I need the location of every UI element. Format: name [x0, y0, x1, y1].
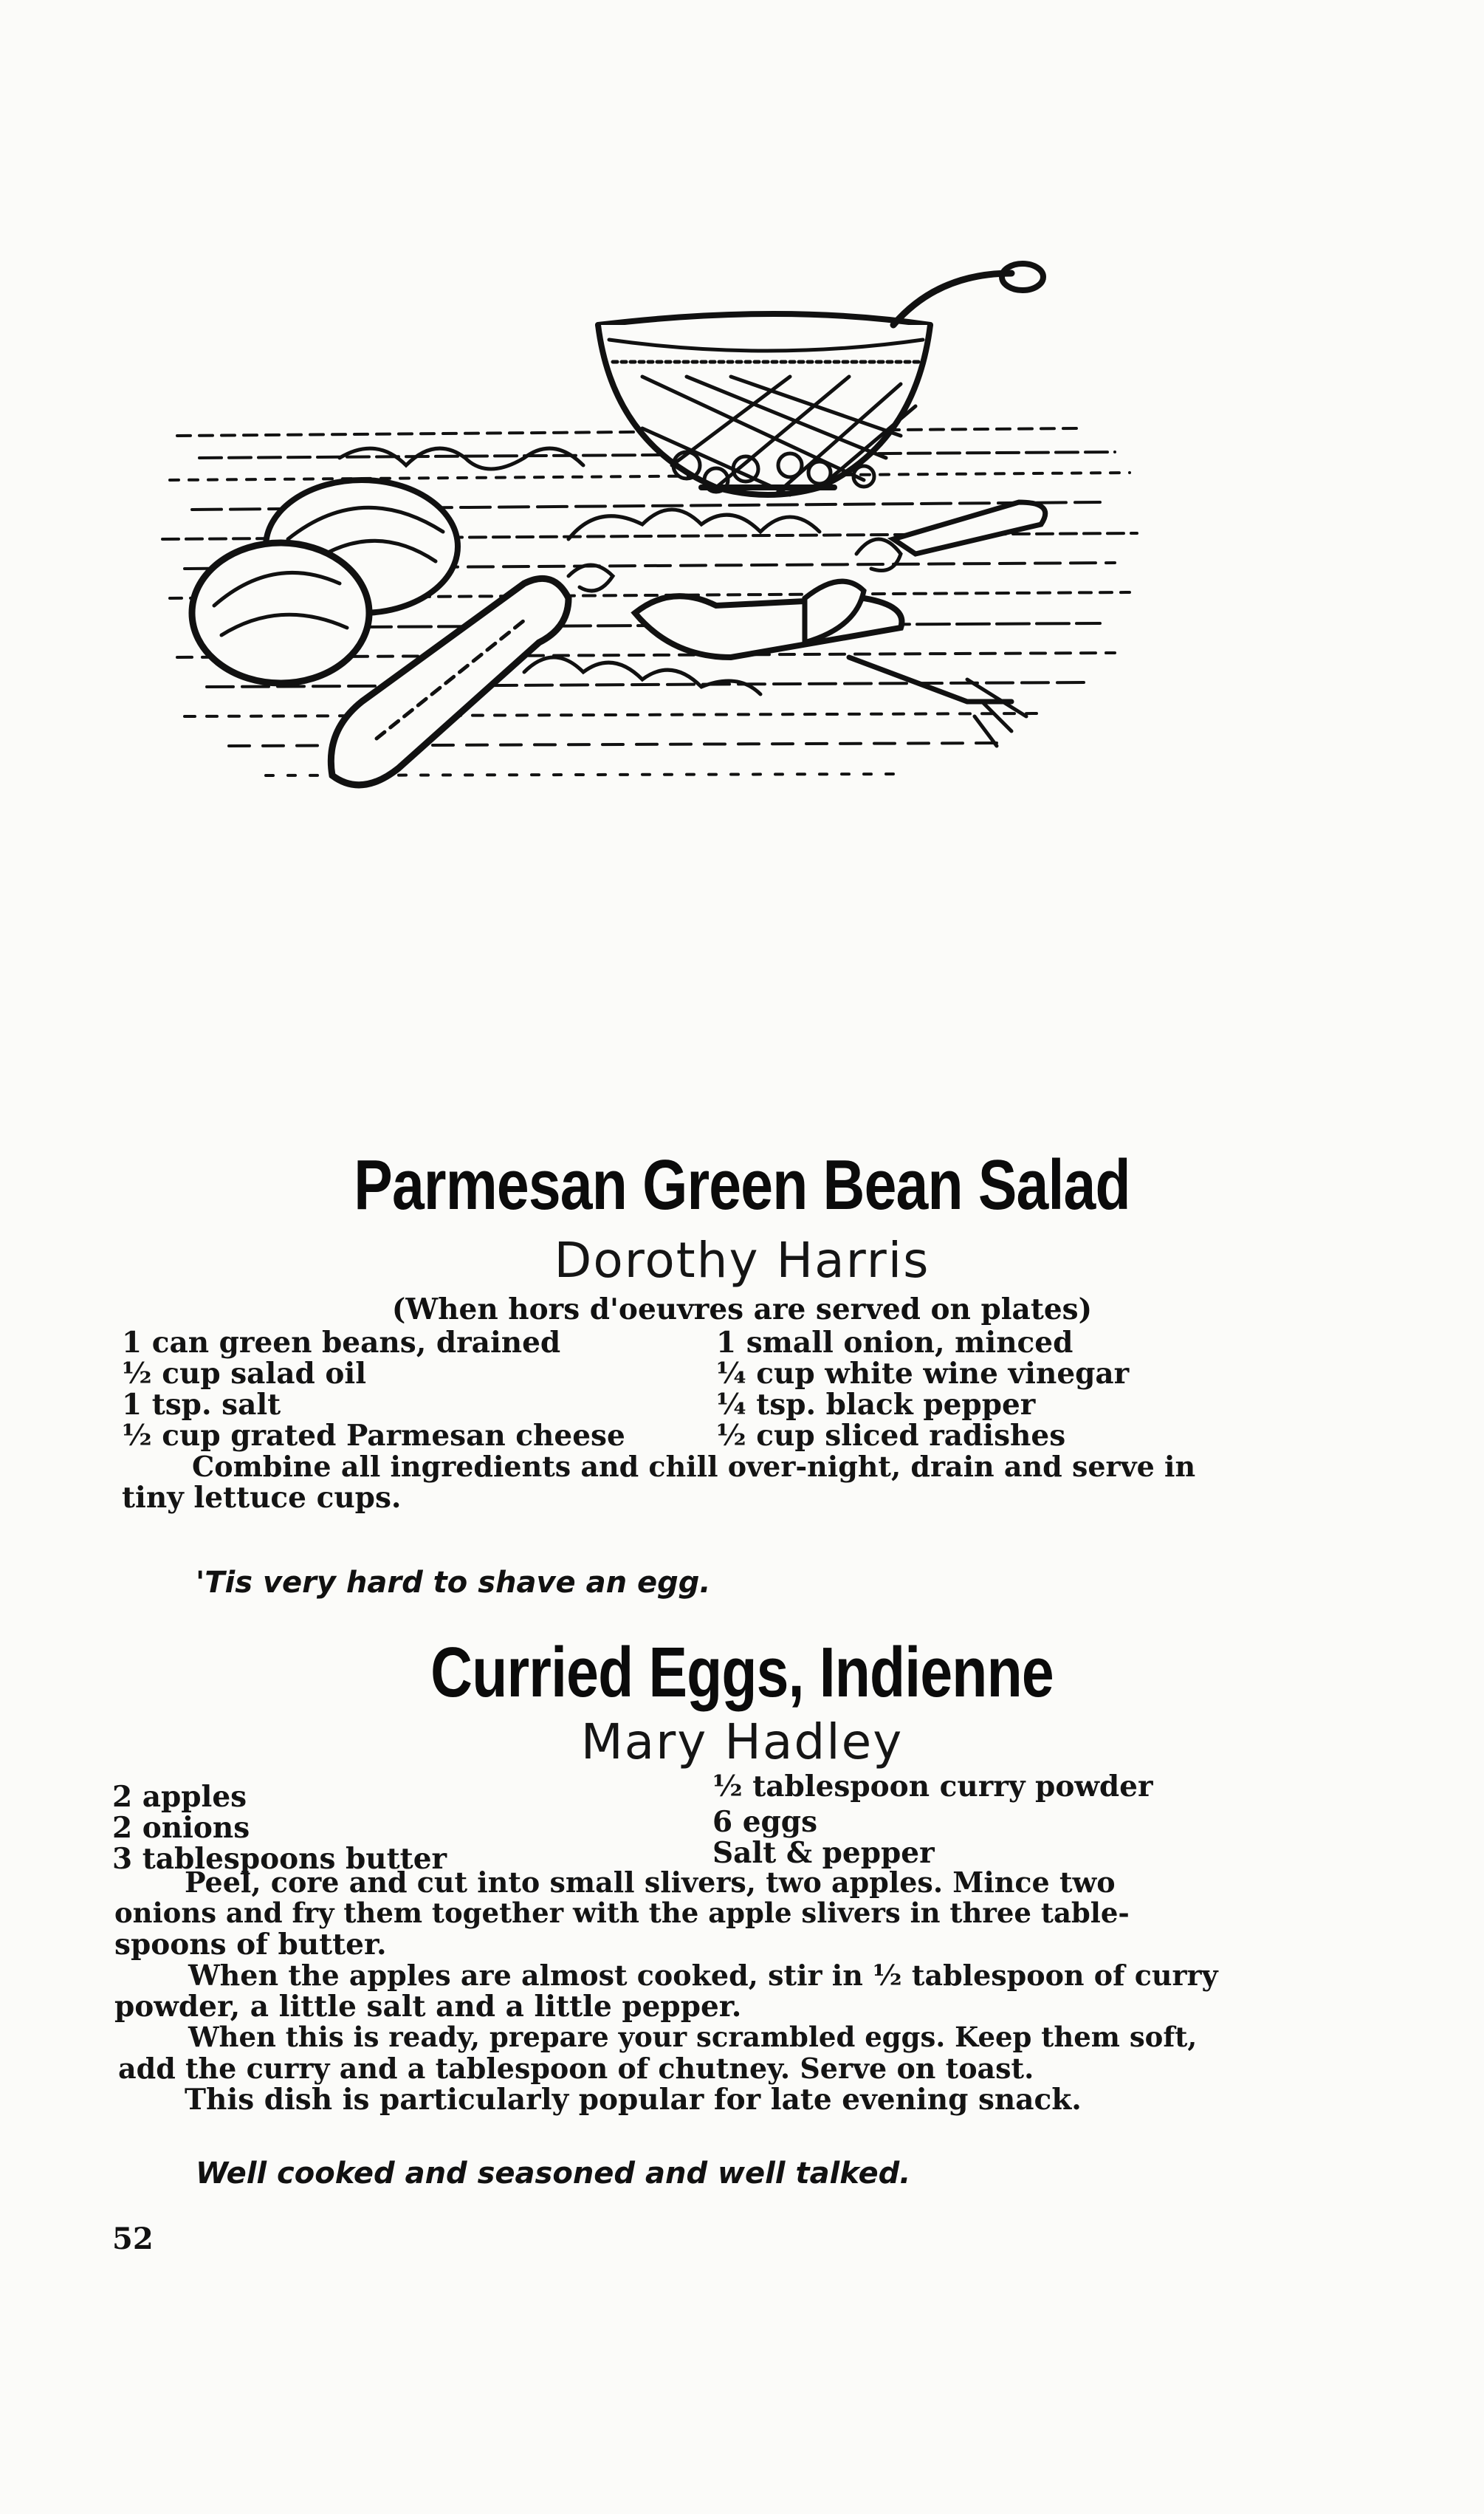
recipe-title: Parmesan Green Bean Salad [354, 1145, 1130, 1225]
ingredient: ½ cup sliced radishes [716, 1419, 1066, 1453]
ingredient: ¼ cup white wine vinegar [716, 1357, 1130, 1391]
salad-illustration [155, 258, 1144, 849]
instructions: When the apples are almost cooked, stir in ½ tablespoon of curry [188, 1959, 1218, 1992]
ingredient: 3 tablespoons butter [112, 1842, 447, 1876]
quote: 'Tis very hard to shave an egg. [196, 1566, 711, 1600]
instructions: When this is ready, prepare your scrambled eggs. Keep them soft, [188, 2021, 1198, 2053]
ingredient: 2 onions [112, 1811, 250, 1845]
ingredient: 1 can green beans, drained [122, 1326, 561, 1360]
instructions: Combine all ingredients and chill over-night, drain and serve in [192, 1450, 1196, 1483]
instructions: add the curry and a tablespoon of chutney. Serve on toast. [118, 2052, 1034, 2085]
instructions: spoons of butter. [114, 1928, 387, 1962]
recipe-title: Curried Eggs, Indienne [430, 1633, 1054, 1712]
ingredient: ½ cup salad oil [122, 1357, 367, 1391]
ingredient: ¼ tsp. black pepper [716, 1388, 1036, 1422]
ingredient: ½ cup grated Parmesan cheese [122, 1419, 625, 1453]
instructions: Peel, core and cut into small slivers, two apples. Mince two [185, 1866, 1116, 1899]
ingredient: 6 eggs [712, 1805, 818, 1839]
recipe-author: Mary Hadley [580, 1713, 904, 1770]
ingredient: 1 tsp. salt [122, 1388, 281, 1422]
serving-note: (When hors d'oeuvres are served on plates) [391, 1292, 1093, 1326]
instructions: tiny lettuce cups. [122, 1481, 402, 1515]
ingredient: 1 small onion, minced [716, 1326, 1074, 1360]
ingredient: ½ tablespoon curry powder [712, 1770, 1153, 1804]
quote: Well cooked and seasoned and well talked. [196, 2157, 911, 2191]
instructions: powder, a little salt and a little pepper. [114, 1990, 742, 2024]
recipe-author: Dorothy Harris [554, 1232, 930, 1289]
page-number: 52 [112, 2222, 154, 2256]
ingredient: 2 apples [112, 1780, 247, 1814]
instructions: onions and fry them together with the apple slivers in three table- [114, 1897, 1130, 1929]
ingredient: Salt & pepper [712, 1836, 935, 1870]
instructions: This dish is particularly popular for late evening snack. [185, 2083, 1082, 2117]
